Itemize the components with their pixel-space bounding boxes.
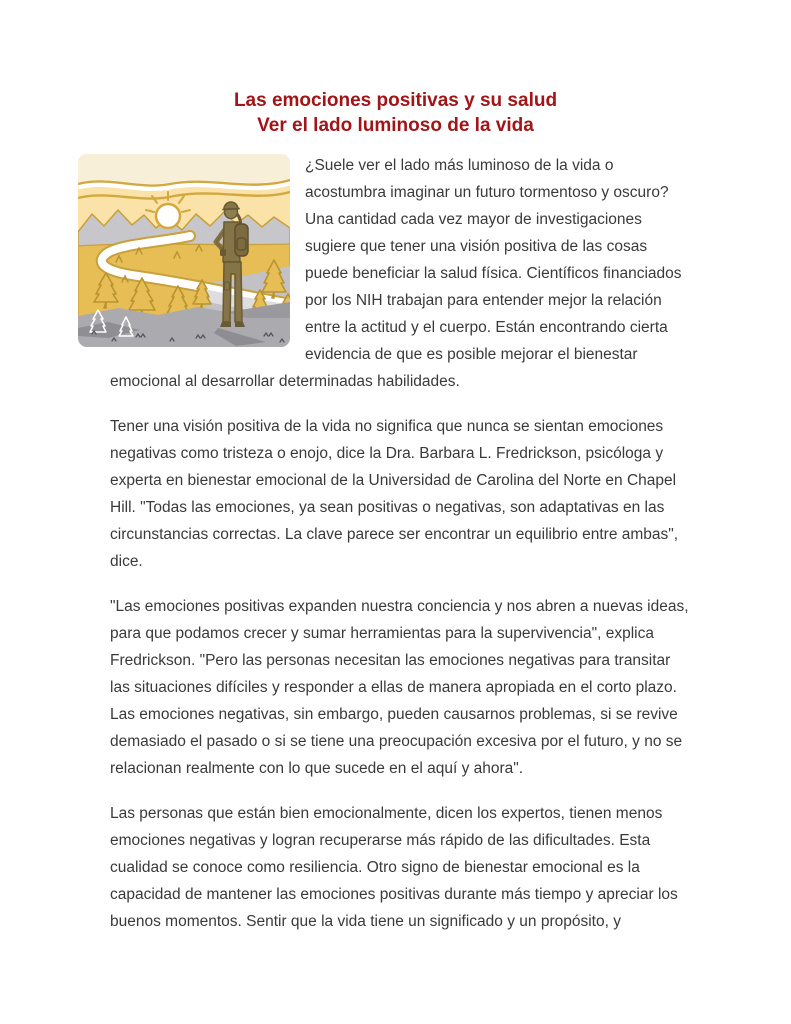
paragraph-3: "Las emociones positivas expanden nuestra conciencia y nos abren a nuevas ideas, para que podamos crecer y sumar herramientas para la supervivencia", explica Fredrickson. "Pero las personas necesitan las emociones negativas para transitar las situaciones difíciles y responder a ellas de manera apropiada en el corto plazo. Las emociones negativas, sin embargo, pueden causarnos problemas, si se revive demasiado el pasado o si se tiene una preocupación excesiva por el futuro, y no se relacionan realmente con lo que sucede en el aquí y ahora". (110, 598, 689, 777)
title-line-1: Las emociones positivas y su salud (233, 90, 558, 111)
paragraph-2: Tener una visión positiva de la vida no significa que nunca se sientan emociones negativas como tristeza o enojo, dice la Dra. Barbara L. Fredrickson, psicóloga y experta en bienestar emocional de la Universidad de Carolina del Norte en Chapel Hill. "Todas las emociones, ya sean positivas o negativas, son adaptativas en las circunstancias correctas. La clave parece ser encontrar un equilibrio entre ambas", dice. (110, 418, 679, 570)
page-title (0, 0, 791, 138)
hiker-landscape-illustration (78, 154, 290, 347)
paragraph-4: Las personas que están bien emocionalmente, dicen los expertos, tienen menos emociones negativas y logran recuperarse más rápido de las dificultades. Esta cualidad se conoce como resiliencia. Otro signo de bienestar emocional es la capacidad de mantener las emociones positivas durante más tiempo y apreciar los buenos momentos. Sentir que la vida tiene un significado y un propósito, y (110, 805, 678, 930)
article-body (110, 152, 689, 935)
title-line-2: Ver el lado luminoso de la vida (257, 115, 534, 136)
paragraph-1 (110, 152, 689, 395)
paragraph-1-text: ¿Suele ver el lado más luminoso de la vida o acostumbra imaginar un futuro tormentoso y oscuro? Una cantidad cada vez mayor de investigaciones sugiere que tener una visión positiva de las cosas puede beneficiar la salud física. Científicos financiados por los NIH trabajan para entender mejor la relación entre la actitud y el cuerpo. Están encontrando cierta evidencia de que es posible mejorar el bienestar emocional al desarrollar determinadas habilidades. (110, 157, 682, 390)
